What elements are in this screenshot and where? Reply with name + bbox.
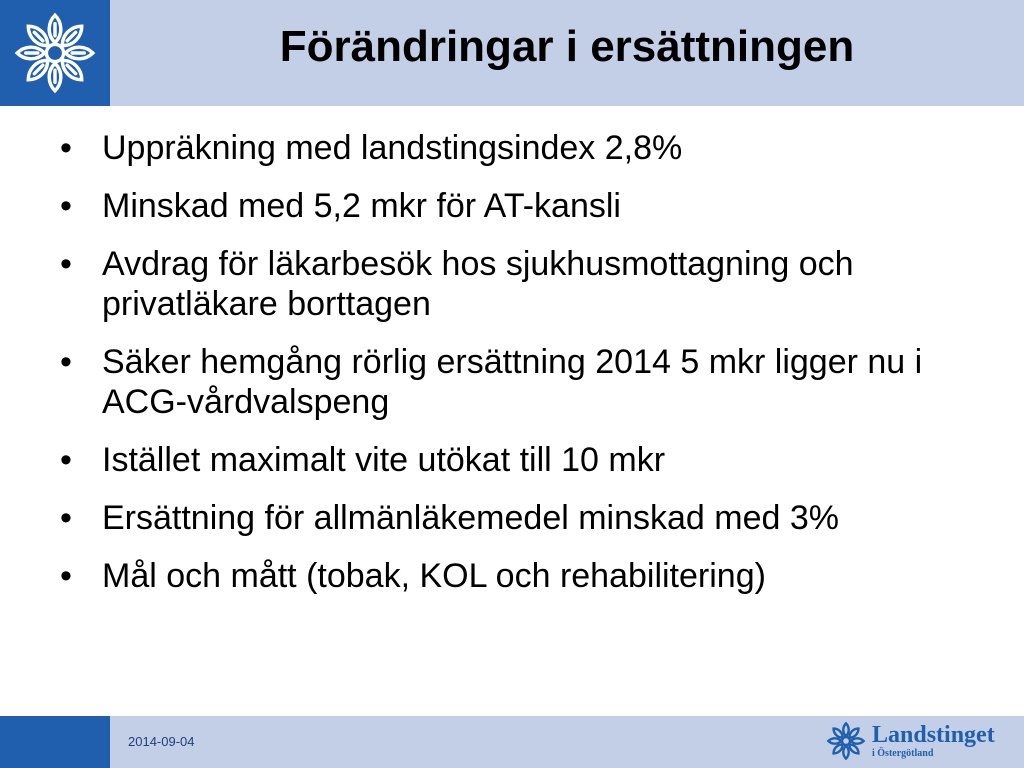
bullet-text: Uppräkning med landstingsindex 2,8% — [102, 129, 683, 167]
logo-panel — [0, 0, 110, 106]
bullet-item — [58, 440, 988, 480]
bullet-dot: • — [60, 187, 72, 225]
bullet-dot: • — [60, 499, 72, 537]
bullet-item — [58, 342, 988, 422]
bullet-dot: • — [60, 557, 72, 595]
bullet-item — [58, 128, 988, 168]
bullet-item — [58, 498, 988, 538]
bullet-text: Istället maximalt vite utökat till 10 mkr — [102, 441, 666, 479]
bullet-text: Mål och mått (tobak, KOL och rehabilitering) — [102, 557, 766, 595]
bullet-item — [58, 244, 988, 324]
bullet-dot: • — [60, 129, 72, 167]
slide-title: Förändringar i ersättningen — [279, 22, 855, 71]
bullet-dot: • — [60, 245, 72, 283]
brand-subtitle: i Östergötland — [872, 748, 934, 759]
bullet-dot: • — [60, 343, 72, 381]
footer-left-block — [0, 716, 110, 768]
brand-name: Landstinget — [872, 722, 995, 748]
bullet-text: Säker hemgång rörlig ersättning 2014 5 mkr ligger nu i ACG-vårdvalspeng — [102, 343, 923, 421]
flower-emblem-icon — [826, 721, 866, 761]
brand-logo — [826, 718, 1016, 764]
bullet-list — [58, 128, 988, 614]
bullet-item — [58, 186, 988, 226]
bullet-item — [58, 556, 988, 596]
title-bar — [110, 0, 1024, 106]
bullet-text: Avdrag för läkarbesök hos sjukhusmottagning och privatläkare borttagen — [102, 245, 854, 323]
brand-text — [872, 723, 995, 759]
bullet-text: Minskad med 5,2 mkr för AT-kansli — [102, 187, 621, 225]
flower-emblem-icon — [12, 10, 98, 96]
bullet-text: Ersättning för allmänläkemedel minskad med 3% — [102, 499, 840, 537]
bullet-dot: • — [60, 441, 72, 479]
footer-date: 2014-09-04 — [128, 734, 195, 749]
